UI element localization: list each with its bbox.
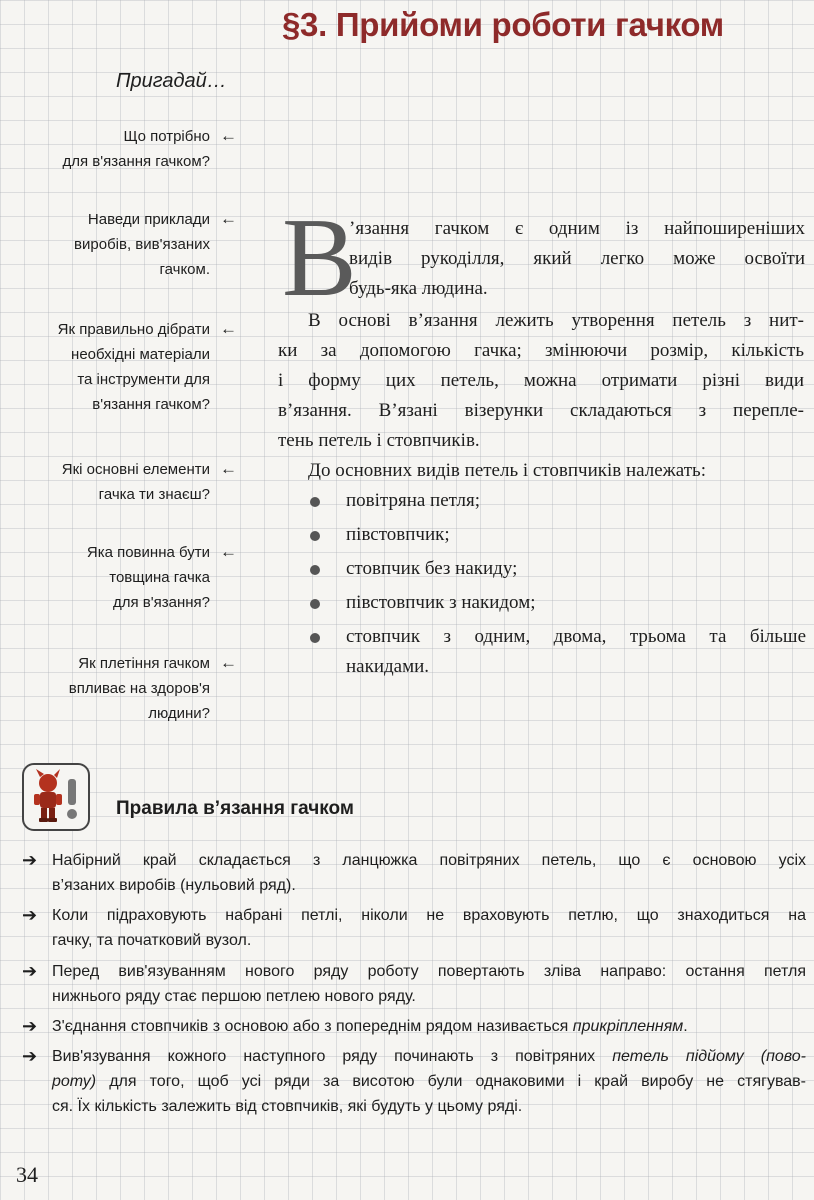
intro-line-2: видів рукоділля, який легко може освоїти bbox=[349, 248, 805, 269]
question-2: Наведи приклади виробів, вив'язаних гачком. bbox=[74, 211, 210, 278]
question-5: Яка повинна бути товщина гачка для в'язання? bbox=[86, 544, 210, 611]
arrow-right-icon: ➔ bbox=[22, 850, 38, 870]
arrow-left-icon: ← bbox=[220, 319, 237, 338]
intro-line-1: ’язання гачком є одним із найпоширеніших bbox=[349, 218, 805, 239]
bullet-dot-icon bbox=[310, 599, 320, 609]
arrow-right-icon: ➔ bbox=[22, 905, 38, 925]
rules-heading: Правила в’язання гачком bbox=[116, 798, 354, 819]
kid-figure-icon bbox=[24, 765, 88, 829]
question-4: Які основні елементи гачка ти знаєш? bbox=[61, 461, 210, 503]
textbook-page: §3. Прийоми роботи гачком Пригадай… Що потрібно для в'язання гачком? ← Наведи приклади виробів, вив'язаних гачком. ← Як правильно дібрати необхідні матеріали та інструменти для в'язання гачком? ← Які основні елементи гачка ти знаєш? ← Яка повинна бути товщина гачка для в'язання? ← Як плетіння гачком впливає на здоров'я людини? ← В ’язання гачком є одним із найпоширеніших видів рукоділля, який легко може освоїти будь-яка людина. В основі в’язання лежить утворення петель з нит- ки за допомогою гачка; змінюючи розмір, кількість і форму цих петель, можна отримати різні види в’язання. В’язані візерунки складаються з перепле- тень петель і стовпчиків. До основних видів петель і стовпчиків належать: повітряна петля; півстовпчик; стовпчик без накиду; півстовпчик з накидом; стовпчик з одним, двома, трьома та більше накидами. Правила в’язання гачком ➔ Набірний край складається з ланцюжка повітряних петель, що є основою усіх в’язаних виробів (нульовий ряд). ➔ Коли підраховують набрані петлі, ніколи не враховують петлю, що знаходиться на гачку, та початковий вузол. ➔ Перед вив'язуванням нового ряду роботу повертають зліва направо: остання петля нижнього ряду стає першою петлею нового ряду. ➔ З'єднання стовпчиків з основою або з попереднім рядом називається прикріпленням. ➔ Вив'язування кожного наступного ряду починають з повітряних петель підйому (пово- роту) для того, щоб усі ряди за висотою були однаковими і край виробу не стягував- ся. Їх кількість залежить від стовпчиків, які будуть у цьому ряді. 34 bbox=[0, 0, 814, 1200]
kid-exclamation-icon bbox=[22, 763, 90, 831]
paragraph-3: До основних видів петель і стовпчиків належать: bbox=[308, 460, 706, 481]
drop-cap: В bbox=[282, 196, 357, 320]
page-number: 34 bbox=[16, 1162, 38, 1187]
arrow-right-icon: ➔ bbox=[22, 1046, 38, 1066]
arrow-left-icon: ← bbox=[220, 653, 237, 672]
question-1: Що потрібно для в'язання гачком? bbox=[62, 128, 210, 170]
arrow-right-icon: ➔ bbox=[22, 961, 38, 981]
arrow-left-icon: ← bbox=[220, 126, 237, 145]
bullet-dot-icon bbox=[310, 565, 320, 575]
arrow-left-icon: ← bbox=[220, 459, 237, 478]
remember-heading: Пригадай… bbox=[116, 70, 227, 92]
bullet-dot-icon bbox=[310, 497, 320, 507]
paragraph-2: В основі в’язання лежить утворення петель з нит- ки за допомогою гачка; змінюючи розмір, кількість і форму цих петель, можна отримати різні види в’язання. В’язані візерунки складаються з перепле- тень петель і стовпчиків. bbox=[278, 310, 804, 451]
bullet-dot-icon bbox=[310, 633, 320, 643]
question-6: Як плетіння гачком впливає на здоров'я людини? bbox=[68, 655, 210, 722]
arrow-left-icon: ← bbox=[220, 542, 237, 561]
intro-line-3: будь-яка людина. bbox=[349, 278, 488, 299]
section-title: §3. Прийоми роботи гачком bbox=[282, 6, 724, 43]
arrow-right-icon: ➔ bbox=[22, 1016, 38, 1036]
question-3: Як правильно дібрати необхідні матеріали та інструменти для в'язання гачком? bbox=[57, 321, 210, 413]
arrow-left-icon: ← bbox=[220, 209, 237, 228]
bullet-dot-icon bbox=[310, 531, 320, 541]
